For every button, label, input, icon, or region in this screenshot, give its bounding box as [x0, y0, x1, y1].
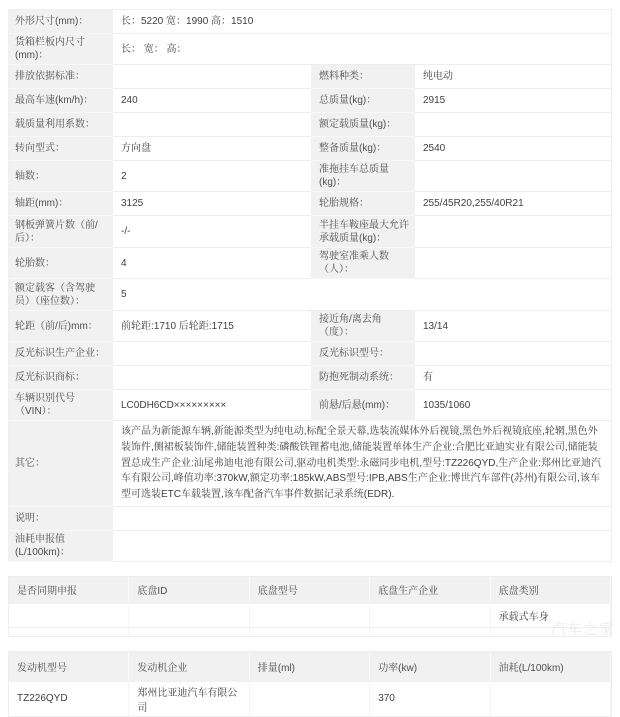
table-gap: [8, 562, 612, 576]
autohome-watermark: 汽车之家: [550, 621, 615, 638]
spec-value: [113, 342, 311, 365]
spec-label: 车辆识别代号（VIN）：: [9, 390, 113, 421]
spec-empty-cell: [311, 279, 611, 310]
spec-label: 转向型式：: [9, 137, 113, 161]
spec-value: 1035/1060: [423, 399, 471, 411]
spec-label: 反光标识生产企业：: [9, 342, 113, 366]
engine-header: 功率(kw): [370, 652, 490, 681]
spec-value: 240: [121, 95, 138, 106]
spec-row: [9, 390, 611, 421]
engine-header: 油耗(L/100km): [491, 652, 611, 681]
spec-value: 纯电动: [423, 71, 453, 82]
spec-row: [9, 65, 611, 89]
chassis-header-row: [9, 577, 611, 603]
engine-cell-power: 370: [370, 682, 490, 716]
spec-row: [9, 342, 611, 366]
spec-row: [9, 279, 611, 311]
spec-label: 防抱死制动系统：: [311, 366, 415, 390]
spec-label: 总质量(kg)：: [311, 89, 415, 113]
engine-data-row: [9, 681, 611, 716]
spec-label: 燃料种类：: [311, 65, 415, 89]
spec-label: 准拖挂车总质量(kg)：: [311, 161, 415, 192]
spec-row: [9, 248, 611, 279]
spec-value: [415, 113, 611, 136]
spec-value: -/-: [121, 226, 131, 237]
spec-value: 4: [121, 257, 127, 269]
engine-cell-displacement: [250, 682, 370, 716]
chassis-cell: [370, 604, 490, 627]
spec-label: 载质量利用系数：: [9, 113, 113, 137]
spec-value-vin: LC0DH6CD×××××××××: [121, 399, 227, 411]
spec-label: 最高车速(km/h)：: [9, 89, 113, 113]
chassis-data-row: [9, 603, 611, 627]
spec-label: 半挂车鞍座最大允许承载质量(kg)：: [311, 216, 415, 248]
spec-table: [8, 9, 612, 562]
spec-value: 方向盘: [121, 143, 151, 154]
spec-row: [9, 113, 611, 137]
spec-row: [9, 161, 611, 192]
chassis-table: [8, 576, 612, 637]
spec-value: 2540: [423, 143, 446, 154]
spec-row: [9, 192, 611, 216]
chassis-header: 底盘ID: [129, 577, 249, 603]
chassis-header: 是否同期申报: [9, 577, 129, 603]
spec-row: [9, 531, 611, 562]
spec-value: [415, 342, 611, 365]
chassis-cell: [250, 604, 370, 627]
spec-label: 反光标识商标：: [9, 366, 113, 390]
spec-label: 说明：: [9, 507, 113, 531]
engine-header-row: [9, 652, 611, 681]
chassis-header: 底盘型号: [250, 577, 370, 603]
spec-value: 3125: [121, 198, 144, 209]
engine-header: 发动机型号: [9, 652, 129, 681]
spec-label: 接近角/离去角（度）：: [311, 311, 415, 342]
spec-label: 轴距(mm)：: [9, 192, 113, 216]
spec-label: 轴数：: [9, 161, 113, 192]
spec-value: [113, 366, 311, 389]
spec-value: [415, 216, 611, 247]
spec-label: 油耗申报值(L/100km)：: [9, 531, 113, 562]
spec-value: 2: [121, 170, 127, 182]
chassis-cell: [9, 604, 129, 627]
spec-label: 其它：: [9, 421, 113, 507]
spec-label: 排放依据标准：: [9, 65, 113, 89]
vehicle-spec-page: [8, 9, 612, 717]
spec-value: 13/14: [423, 320, 449, 332]
spec-value: [113, 65, 311, 88]
engine-header: 发动机企业: [129, 652, 249, 681]
spec-value: 5: [121, 289, 127, 300]
spec-value: 2915: [423, 95, 446, 106]
spec-label: 轮胎数：: [9, 248, 113, 279]
chassis-cell: [129, 604, 249, 627]
spec-label: 外形尺寸(mm)：: [9, 10, 113, 34]
spec-row: [9, 34, 611, 65]
spec-label: 货箱栏板内尺寸(mm)：: [9, 34, 113, 65]
spec-label: 钢板弹簧片数（前/后）：: [9, 216, 113, 248]
chassis-cell: 承载式车身: [491, 604, 611, 627]
spec-row: [9, 311, 611, 342]
spec-row: [9, 507, 611, 531]
spec-value: 长： 宽： 高：: [121, 43, 187, 55]
spec-label: 轮胎规格：: [311, 192, 415, 216]
spec-row: [9, 10, 611, 34]
spec-value: [415, 161, 611, 191]
spec-value: 有: [423, 372, 433, 383]
spec-row: [9, 137, 611, 161]
spec-label: 反光标识型号：: [311, 342, 415, 366]
spec-value: 前轮距:1710 后轮距:1715: [121, 320, 234, 332]
chassis-header: 底盘类别: [491, 577, 611, 603]
engine-cell-fuel: [491, 682, 611, 716]
engine-cell-manufacturer: 郑州比亚迪汽车有限公司: [129, 682, 249, 716]
spec-value: [113, 531, 611, 561]
engine-header: 排量(ml): [250, 652, 370, 681]
spec-value: 255/45R20,255/40R21: [423, 198, 524, 209]
spec-row: [9, 89, 611, 113]
spec-value: [113, 507, 611, 530]
spec-row: [9, 216, 611, 248]
spec-row-other: [9, 421, 611, 507]
spec-label: 整备质量(kg)：: [311, 137, 415, 161]
spec-label: 轮距（前/后)mm：: [9, 311, 113, 342]
spec-label: 额定载质量(kg)：: [311, 113, 415, 137]
engine-table: [8, 651, 612, 717]
engine-cell-model: TZ226QYD: [9, 682, 129, 716]
spec-value-other-text: 该产品为新能源车辆,新能源类型为纯电动,标配全景天幕,选装流媒体外后视镜,黑色外后视镜底座,轮辋,黑色外装饰件,侧裙板装饰件,储能装置种类:磷酸铁锂蓄电池,储能装置单体生产企业:合肥比亚迪实业有限公司,储能装置总成生产企业:汕尾弗迪电池有限公司,驱动电机类型:永磁同步电机,型号:TZ226QYD,生产企业:郑州比亚迪汽车有限公司,峰值功率:370kW,额定功率:185kW,ABS型号:IPB,ABS生产企业:博世汽车部件(苏州)有限公司,该车型可选装ETC车载装置,该车配备汽车事件数据记录系统(EDR).: [121, 426, 602, 501]
spec-value: [113, 113, 311, 136]
spec-value: [415, 248, 611, 278]
chassis-header: 底盘生产企业: [370, 577, 490, 603]
spec-value: 长：5220 宽：1990 高：1510: [121, 16, 254, 27]
spec-label: 前悬/后悬(mm)：: [311, 390, 415, 421]
table-gap: [8, 637, 612, 651]
spec-label: 额定载客（含驾驶员）（座位数）：: [9, 279, 113, 311]
spec-label: 驾驶室准乘人数（人）：: [311, 248, 415, 279]
spec-row: [9, 366, 611, 390]
